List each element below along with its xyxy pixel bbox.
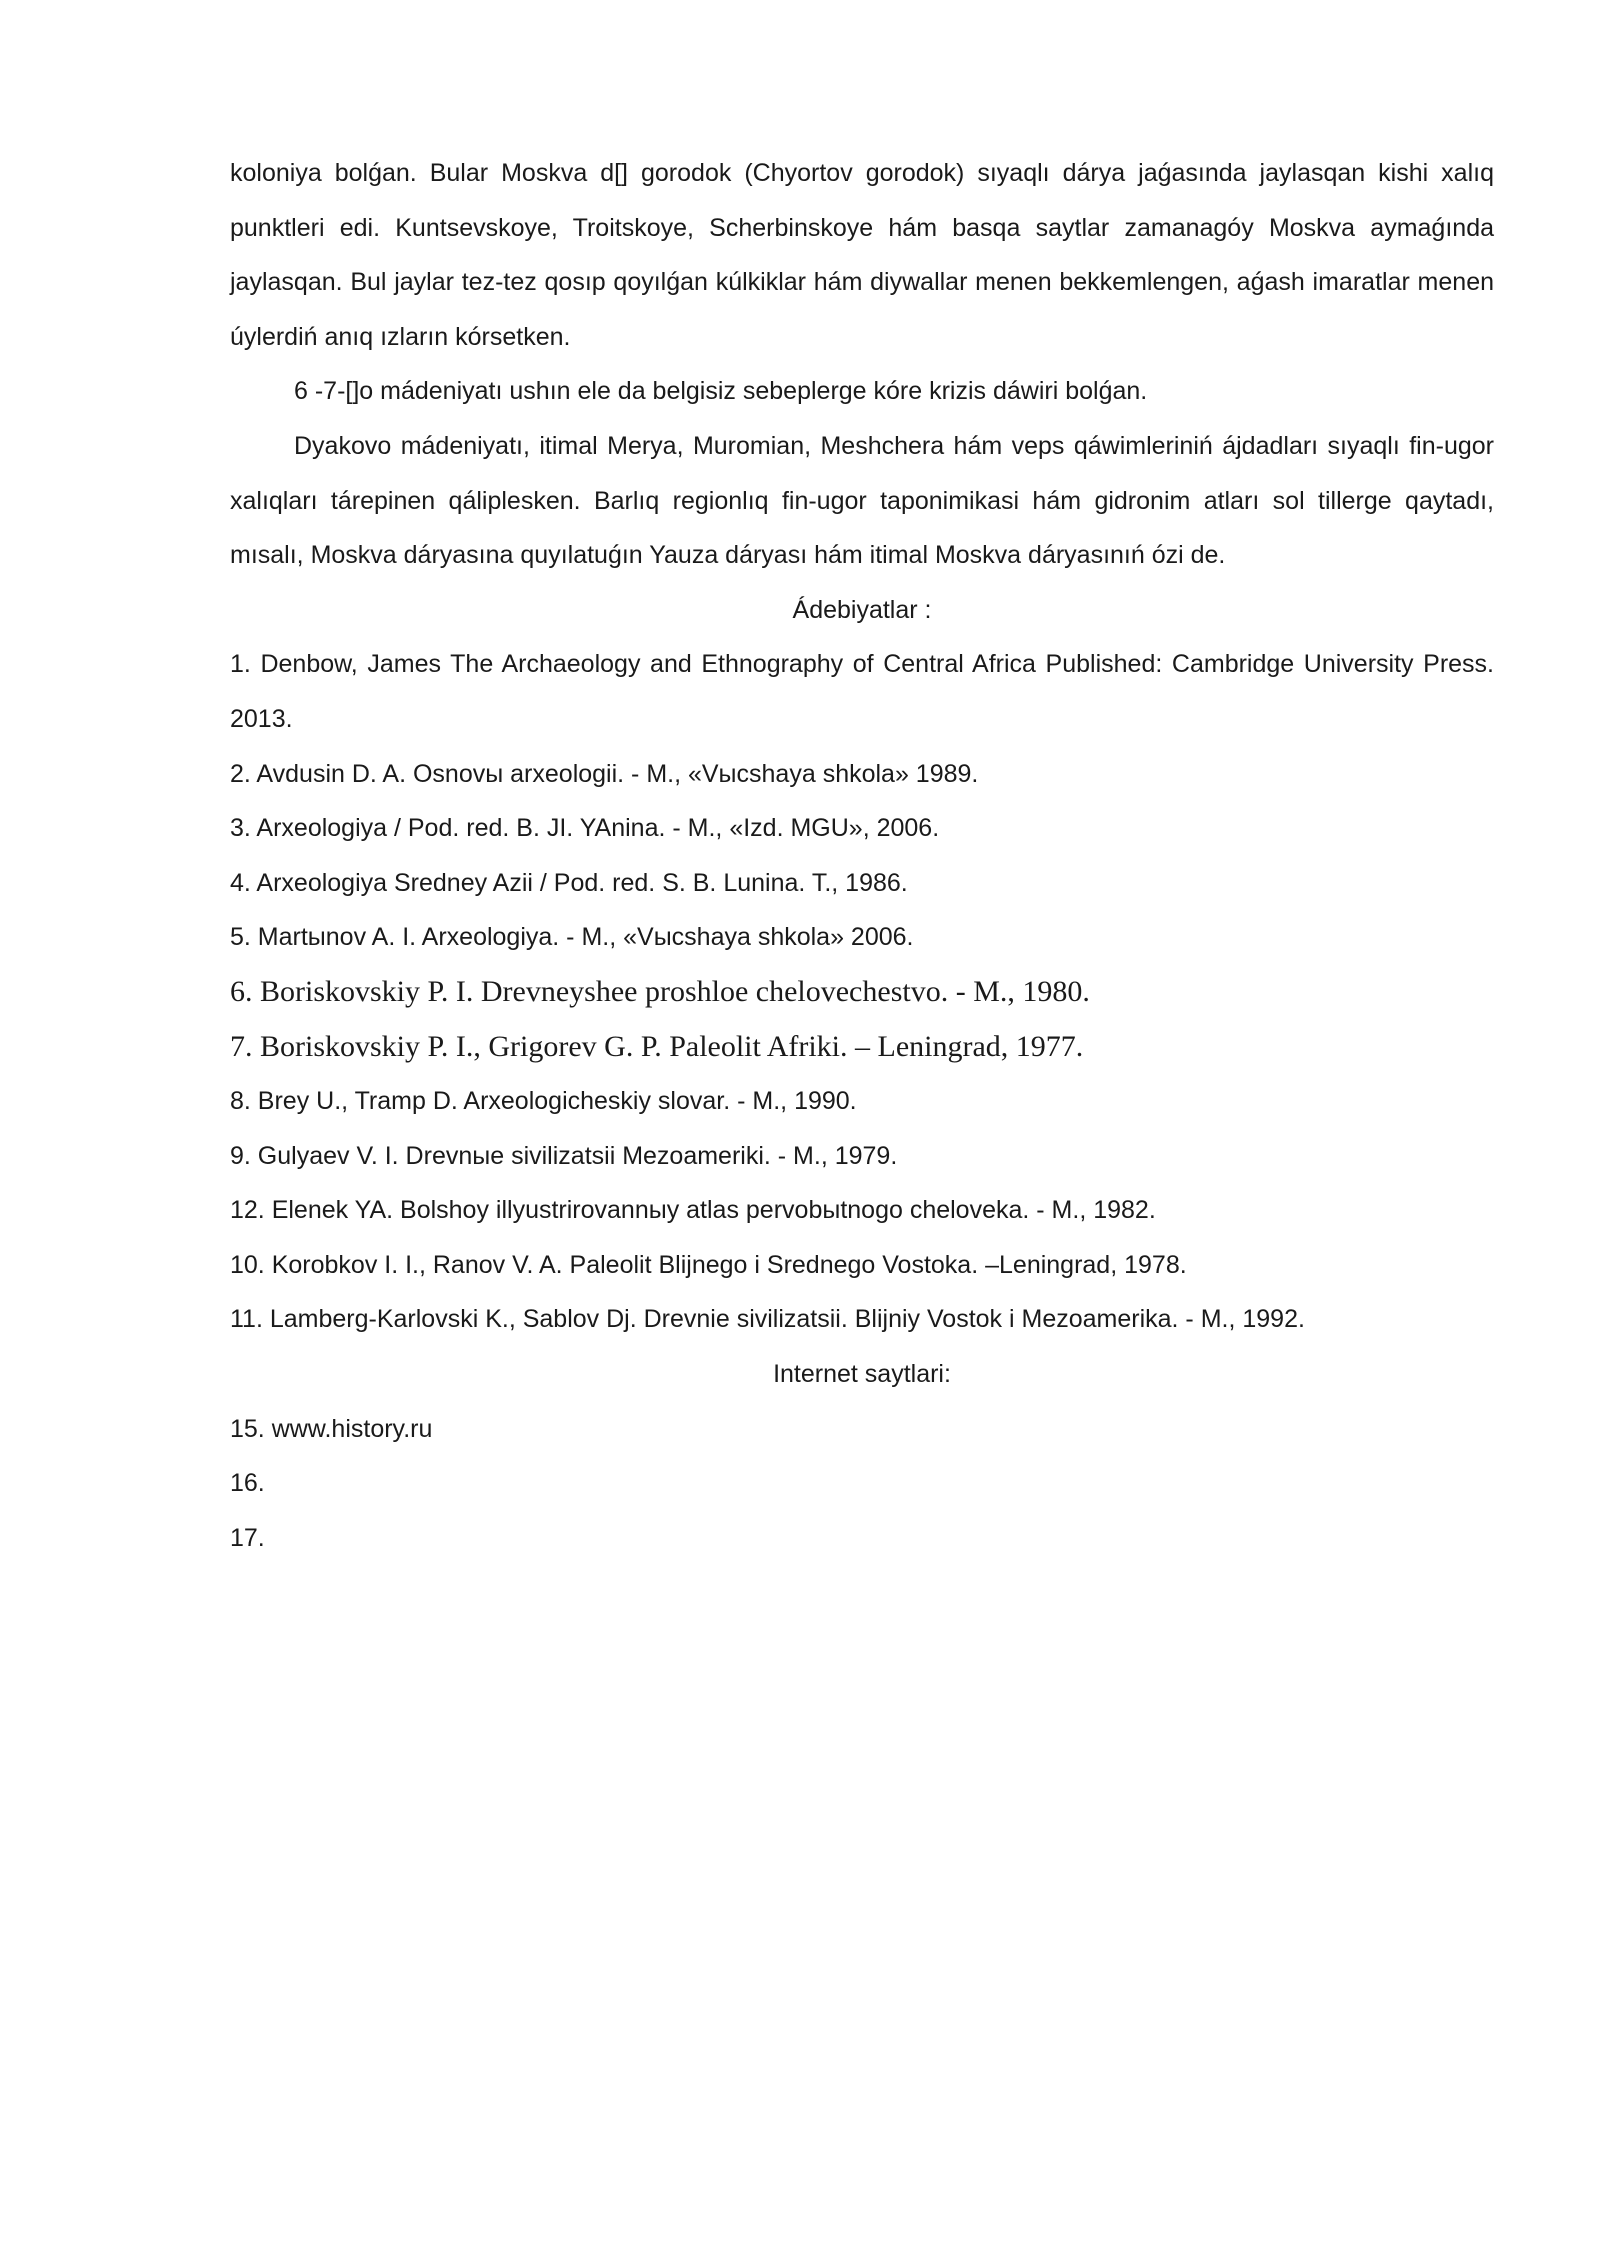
reference-item: 10. Korobkov I. I., Ranov V. A. Paleolit Blijnego i Srednego Vostoka. –Leningrad, 1978. bbox=[230, 1250, 1187, 1279]
reference-item: 3. Arxeologiya / Pod. red. B. JI. YAnina. - M., «Izd. MGU», 2006. bbox=[230, 814, 940, 843]
reference-item: 12. Elenek YA. Bolshoy illyustrirovannыy atlas pervobыtnogo cheloveka. - M., 1982. bbox=[230, 1196, 1156, 1225]
reference-item: 2. Avdusin D. A. Osnovы arxeologii. - M., «Vысshaya shkola» 1989. bbox=[230, 759, 979, 788]
reference-list bbox=[230, 637, 1494, 1347]
internet-site-item: 16. bbox=[230, 1469, 265, 1498]
internet-sites-heading: Internet saytlari: bbox=[773, 1360, 951, 1389]
internet-site-item: 15. www.history.ru bbox=[230, 1414, 433, 1443]
document-page bbox=[230, 146, 1494, 1565]
reference-item: 8. Brey U., Tramp D. Arxeologicheskiy slovar. - M., 1990. bbox=[230, 1087, 857, 1116]
paragraph-1: koloniya bolǵan. Bular Moskva d[] gorodok (Chyortov gorodok) sıyaqlı dárya jaǵasında jaylasqan kishi xalıq punktleri edi. Kuntsevskoye, Troitskoye, Scherbinskoye hám basqa saytlar zamanagóy Moskva aymaǵında jaylasqan. Bul jaylar tez-tez qosıp qoyılǵan kúlkiklar hám diywallar menen bekkemlengen, aǵash imaratlar menen úylerdiń anıq ızların kórsetken. bbox=[230, 159, 1494, 351]
reference-item: 9. Gulyaev V. I. Drevnые sivilizatsii Mezoameriki. - M., 1979. bbox=[230, 1141, 898, 1170]
reference-item: 1. Denbow, James The Archaeology and Ethnography of Central Africa Published: Cambridge University Press. 2013. bbox=[230, 650, 1494, 733]
internet-site-item: 17. bbox=[230, 1523, 265, 1552]
bibliography-heading: Ádebiyatlar : bbox=[792, 595, 932, 624]
reference-item: 11. Lamberg-Karlovski K., Sablov Dj. Drevnie sivilizatsii. Blijniy Vostok i Mezoamerika. - M., 1992. bbox=[230, 1305, 1305, 1334]
paragraph-2: 6 -7-[]o mádeniyatı ushın ele da belgisiz sebeplerge kóre krizis dáwiri bolǵan. bbox=[294, 377, 1148, 406]
internet-sites-list bbox=[230, 1402, 1494, 1566]
reference-item: 4. Arxeologiya Sredney Azii / Pod. red. S. B. Lunina. T., 1986. bbox=[230, 868, 908, 897]
reference-item: 5. Martыnov A. I. Arxeologiya. - M., «Vысshaya shkola» 2006. bbox=[230, 923, 914, 952]
reference-item: 7. Boriskovskiy P. I., Grigorev G. P. Paleolit Afriki. – Leningrad, 1977. bbox=[230, 1029, 1084, 1063]
reference-item: 6. Boriskovskiy P. I. Drevneyshee proshloe chelovechestvo. - M., 1980. bbox=[230, 974, 1090, 1008]
paragraph-3: Dyakovo mádeniyatı, itimal Merya, Muromian, Meshchera hám veps qáwimleriniń ájdadları sıyaqlı fin-ugor xalıqları tárepinen qáliplesken. Barlıq regionlıq fin-ugor taponimikasi hám gidronim atları sol tillerge qaytadı, mısalı, Moskva dáryasına quyılatuǵın Yauza dáryası hám itimal Moskva dáryasınıń ózi de. bbox=[230, 431, 1494, 570]
